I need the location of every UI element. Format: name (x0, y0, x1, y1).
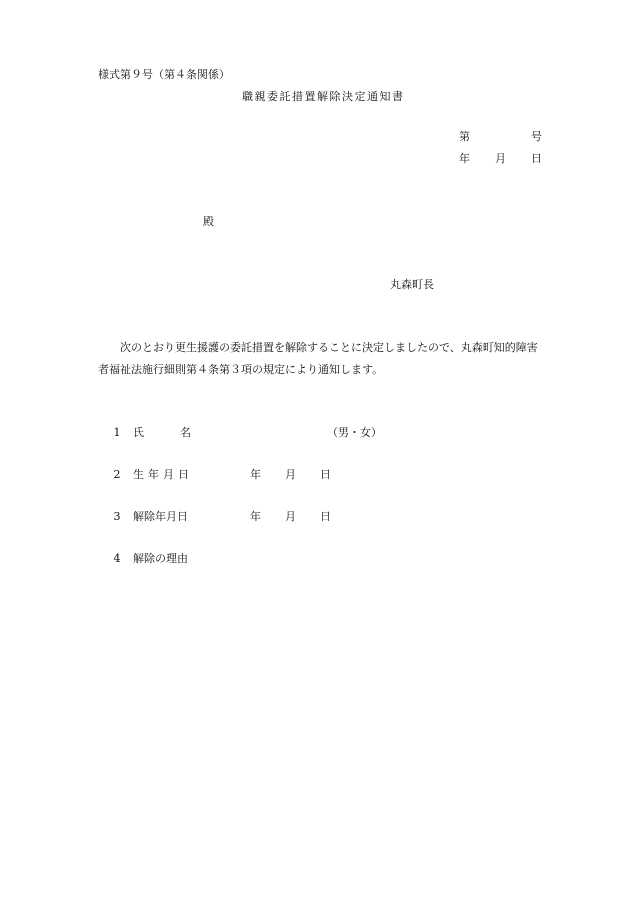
release-date-month: 月 (285, 510, 296, 523)
release-date-day: 日 (320, 510, 331, 523)
item-number: 3 (113, 510, 121, 523)
body-text-line-2: 者福祉法施行細則第４条第３項の規定により通知します。 (98, 363, 384, 376)
item-number: 2 (113, 468, 121, 481)
document-title: 職親委託措置解除決定通知書 (242, 90, 405, 103)
issuer-name: 丸森町長 (390, 278, 434, 291)
birthdate-day: 日 (320, 468, 331, 481)
issue-date-year: 年 (459, 152, 470, 165)
recipient-honorific: 殿 (203, 215, 214, 228)
item-number: 4 (113, 552, 121, 565)
release-reason-label: 解除の理由 (133, 552, 188, 565)
item-number: 1 (113, 426, 121, 439)
body-text-line-1: 次のとおり更生援護の委託措置を解除することに決定しましたので、丸森町知的障害 (120, 341, 538, 354)
form-number: 様式第９号（第４条関係） (98, 68, 230, 81)
birthdate-year: 年 (250, 468, 261, 481)
birthdate-label: 生年月日 (133, 468, 193, 481)
issue-number-prefix: 第 (459, 130, 470, 143)
item-name-label-part-2: 名 (180, 426, 191, 439)
release-date-year: 年 (250, 510, 261, 523)
issue-date-month: 月 (495, 152, 506, 165)
item-name-label-part-1: 氏 (133, 426, 144, 439)
issue-date-day: 日 (531, 152, 542, 165)
issue-number-suffix: 号 (531, 130, 542, 143)
birthdate-month: 月 (285, 468, 296, 481)
release-date-label: 解除年月日 (133, 510, 188, 523)
gender-choice: （男・女） (327, 426, 382, 439)
